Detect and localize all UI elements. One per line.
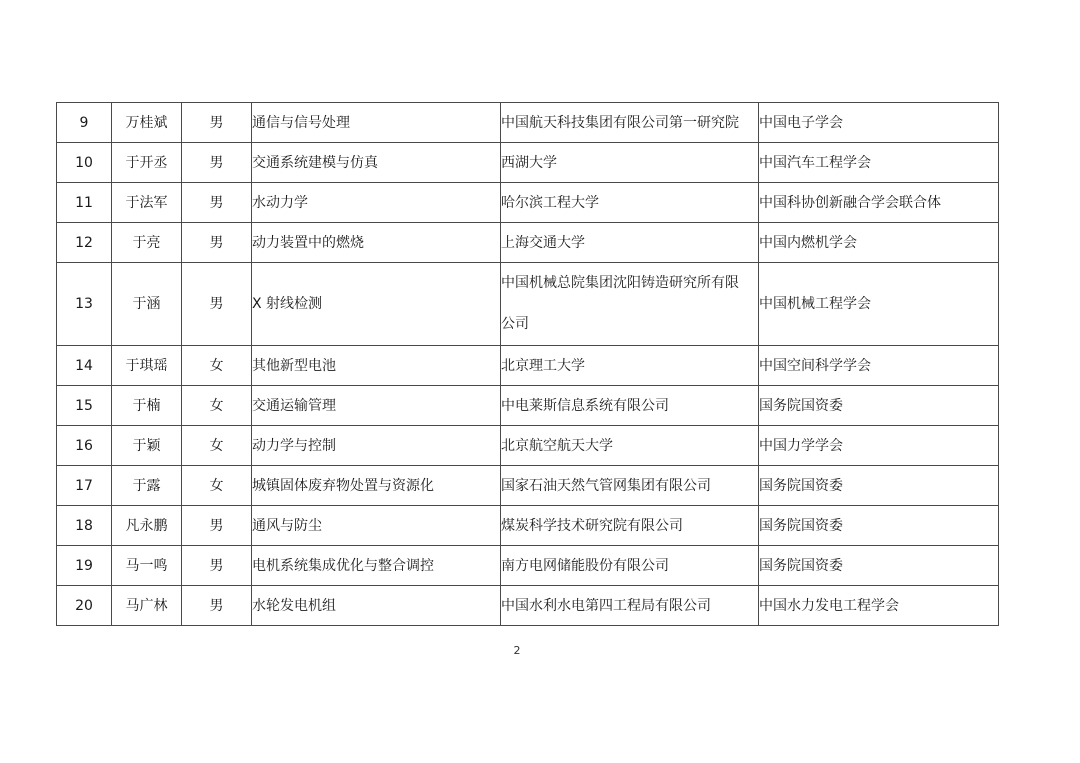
research-field: 交通运输管理 bbox=[252, 386, 501, 426]
work-unit-text: 中国机械总院集团沈阳铸造研究所有限公司 bbox=[501, 275, 739, 332]
research-field: 交通系统建模与仿真 bbox=[252, 143, 501, 183]
row-number: 17 bbox=[57, 466, 112, 506]
nominating-society: 中国水力发电工程学会 bbox=[759, 586, 999, 626]
person-name: 于亮 bbox=[112, 223, 182, 263]
nominating-society: 中国力学学会 bbox=[759, 426, 999, 466]
table-row bbox=[57, 506, 999, 546]
work-unit: 煤炭科学技术研究院有限公司 bbox=[501, 506, 759, 546]
gender: 男 bbox=[182, 506, 252, 546]
person-name: 于颖 bbox=[112, 426, 182, 466]
candidate-table bbox=[56, 102, 999, 626]
row-number: 18 bbox=[57, 506, 112, 546]
research-field: 城镇固体废弃物处置与资源化 bbox=[252, 466, 501, 506]
research-field: 动力学与控制 bbox=[252, 426, 501, 466]
research-field: 通风与防尘 bbox=[252, 506, 501, 546]
table-row bbox=[57, 546, 999, 586]
row-number: 10 bbox=[57, 143, 112, 183]
nominating-society: 中国空间科学学会 bbox=[759, 346, 999, 386]
table-row bbox=[57, 466, 999, 506]
page-number: 2 bbox=[513, 644, 521, 657]
nominating-society: 中国科协创新融合学会联合体 bbox=[759, 183, 999, 223]
nominating-society: 中国汽车工程学会 bbox=[759, 143, 999, 183]
work-unit bbox=[501, 263, 759, 346]
person-name: 于露 bbox=[112, 466, 182, 506]
nominating-society: 中国内燃机学会 bbox=[759, 223, 999, 263]
gender: 男 bbox=[182, 586, 252, 626]
work-unit: 南方电网储能股份有限公司 bbox=[501, 546, 759, 586]
table-row bbox=[57, 103, 999, 143]
person-name: 于法军 bbox=[112, 183, 182, 223]
nominating-society: 国务院国资委 bbox=[759, 386, 999, 426]
person-name: 于琪瑶 bbox=[112, 346, 182, 386]
table-row bbox=[57, 346, 999, 386]
nominating-society: 中国电子学会 bbox=[759, 103, 999, 143]
gender: 女 bbox=[182, 466, 252, 506]
table-row bbox=[57, 586, 999, 626]
person-name: 万桂斌 bbox=[112, 103, 182, 143]
research-field: 其他新型电池 bbox=[252, 346, 501, 386]
nominating-society: 国务院国资委 bbox=[759, 546, 999, 586]
row-number: 11 bbox=[57, 183, 112, 223]
work-unit: 国家石油天然气管网集团有限公司 bbox=[501, 466, 759, 506]
row-number: 15 bbox=[57, 386, 112, 426]
person-name: 马广林 bbox=[112, 586, 182, 626]
table-row bbox=[57, 263, 999, 346]
gender: 男 bbox=[182, 263, 252, 346]
gender: 男 bbox=[182, 546, 252, 586]
row-number: 13 bbox=[57, 263, 112, 346]
research-field: X 射线检测 bbox=[252, 263, 501, 346]
work-unit: 中电莱斯信息系统有限公司 bbox=[501, 386, 759, 426]
row-number: 19 bbox=[57, 546, 112, 586]
row-number: 20 bbox=[57, 586, 112, 626]
gender: 男 bbox=[182, 103, 252, 143]
row-number: 9 bbox=[57, 103, 112, 143]
person-name: 马一鸣 bbox=[112, 546, 182, 586]
gender: 女 bbox=[182, 386, 252, 426]
research-field: 水动力学 bbox=[252, 183, 501, 223]
person-name: 凡永鹏 bbox=[112, 506, 182, 546]
table-row bbox=[57, 223, 999, 263]
research-field: 电机系统集成优化与整合调控 bbox=[252, 546, 501, 586]
table-row bbox=[57, 386, 999, 426]
research-field: 通信与信号处理 bbox=[252, 103, 501, 143]
nominating-society: 国务院国资委 bbox=[759, 506, 999, 546]
row-number: 14 bbox=[57, 346, 112, 386]
work-unit: 中国水利水电第四工程局有限公司 bbox=[501, 586, 759, 626]
work-unit: 中国航天科技集团有限公司第一研究院 bbox=[501, 103, 759, 143]
row-number: 12 bbox=[57, 223, 112, 263]
gender: 男 bbox=[182, 143, 252, 183]
gender: 女 bbox=[182, 426, 252, 466]
research-field: 动力装置中的燃烧 bbox=[252, 223, 501, 263]
work-unit: 上海交通大学 bbox=[501, 223, 759, 263]
gender: 男 bbox=[182, 183, 252, 223]
table-row bbox=[57, 183, 999, 223]
nominating-society: 中国机械工程学会 bbox=[759, 263, 999, 346]
nominating-society: 国务院国资委 bbox=[759, 466, 999, 506]
person-name: 于开丞 bbox=[112, 143, 182, 183]
research-field: 水轮发电机组 bbox=[252, 586, 501, 626]
table-row bbox=[57, 143, 999, 183]
person-name: 于楠 bbox=[112, 386, 182, 426]
table-row bbox=[57, 426, 999, 466]
work-unit: 北京理工大学 bbox=[501, 346, 759, 386]
work-unit: 北京航空航天大学 bbox=[501, 426, 759, 466]
person-name: 于涵 bbox=[112, 263, 182, 346]
work-unit: 西湖大学 bbox=[501, 143, 759, 183]
row-number: 16 bbox=[57, 426, 112, 466]
work-unit: 哈尔滨工程大学 bbox=[501, 183, 759, 223]
gender: 男 bbox=[182, 223, 252, 263]
gender: 女 bbox=[182, 346, 252, 386]
